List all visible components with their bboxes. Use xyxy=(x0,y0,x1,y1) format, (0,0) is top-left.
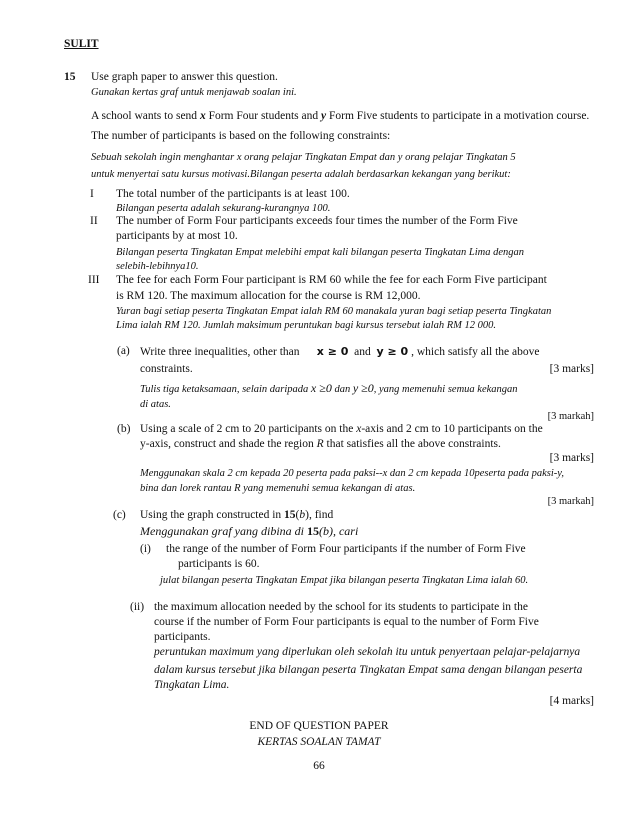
part-c-ii-ms-line3: Tingkatan Lima. xyxy=(154,679,230,691)
end-of-paper-ms: KERTAS SOALAN TAMAT xyxy=(257,736,381,748)
part-a-marks-en: [3 marks] xyxy=(549,363,594,375)
part-c-i-ms: julat bilangan peserta Tingkatan Empat jika bilangan peserta Tingkatan Lima ialah 60. xyxy=(160,575,529,586)
constraint-2-ms-line2: selebih-lebihnya10. xyxy=(116,261,199,272)
question-number: 15 xyxy=(64,71,76,83)
instruction-ms: Gunakan kertas graf untuk menjawab soalan ini. xyxy=(91,87,297,98)
part-c-ms: Menggunakan graf yang dibina di 15(b), cari xyxy=(140,524,359,538)
intro-ms-line1: Sebuah sekolah ingin menghantar x orang pelajar Tingkatan Empat dan y orang pelajar Tingkatan 5 xyxy=(91,152,516,163)
constraint-1-en: The total number of the participants is at least 100. xyxy=(116,188,350,200)
part-c-ii-en-line3: participants. xyxy=(154,631,211,643)
part-c-label: (c) xyxy=(113,509,126,521)
intro-en-line2: The number of participants is based on the following constraints: xyxy=(91,130,391,142)
part-a-marks-ms: [3 markah] xyxy=(547,411,594,422)
part-b-marks-en: [3 marks] xyxy=(549,452,594,464)
part-b-ms-line2: bina dan lorek rantau R yang memenuhi semua kekangan di atas. xyxy=(140,483,416,494)
constraint-3-en-line2: is RM 120. The maximum allocation for the course is RM 12,000. xyxy=(116,290,421,302)
constraint-3-en-line1: The fee for each Form Four participant is RM 60 while the fee for each Form Five participant xyxy=(116,274,547,286)
part-b-en-line1: Using a scale of 2 cm to 20 participants on the x-axis and 2 cm to 10 participants on the xyxy=(140,423,543,435)
constraint-1-ms: Bilangan peserta adalah sekurang-kurangnya 100. xyxy=(116,203,331,214)
page-number: 66 xyxy=(313,760,325,772)
part-b-ms-line1: Menggunakan skala 2 cm kepada 20 peserta pada paksi--x dan 2 cm kepada 10peserta pada paksi-y, xyxy=(140,468,564,479)
constraint-2-numeral: II xyxy=(90,215,98,227)
constraint-2-en-line2: participants by at most 10. xyxy=(116,230,238,242)
constraint-3-ms-line1: Yuran bagi setiap peserta Tingkatan Empat ialah RM 60 manakala yuran bagi setiap peserta Tingkatan xyxy=(116,306,552,317)
instruction-en: Use graph paper to answer this question. xyxy=(91,71,278,83)
constraint-1-numeral: I xyxy=(90,188,94,200)
part-c-i-label: (i) xyxy=(140,543,151,555)
intro-ms-line2: untuk menyertai satu kursus motivasi.Bilangan peserta adalah berdasarkan kekangan yang berikut: xyxy=(91,169,511,180)
constraint-3-ms-line2: Lima ialah RM 120. Jumlah maksimum peruntukan bagi kursus tersebut ialah RM 12 000. xyxy=(116,320,497,331)
part-c-i-en-line1: the range of the number of Form Four participants if the number of Form Five xyxy=(166,543,526,555)
constraint-3-numeral: III xyxy=(88,274,100,286)
part-c-ii-label: (ii) xyxy=(130,601,145,613)
part-a-ms-line2: di atas. xyxy=(140,399,171,410)
constraint-2-ms-line1: Bilangan peserta Tingkatan Empat melebihi empat kali bilangan peserta Tingkatan Lima dengan xyxy=(116,247,525,258)
part-b-en-line2: y-axis, construct and shade the region R that satisfies all the above constraints. xyxy=(140,438,501,450)
part-c-ii-en-line1: the maximum allocation needed by the school for its students to participate in the xyxy=(154,601,528,613)
part-c-i-en-line2: participants is 60. xyxy=(178,558,260,570)
part-a-ms-line1: Tulis tiga ketaksamaan, selain daripada x ≥0 dan y ≥0, yang memenuhi semua kekangan xyxy=(140,381,518,395)
part-b-marks-ms: [3 markah] xyxy=(547,496,594,507)
part-c-marks: [4 marks] xyxy=(549,695,594,707)
part-c-ii-ms-line2: dalam kursus tersebut jika bilangan peserta Tingkatan Empat sama dengan bilangan peserta xyxy=(154,664,583,676)
end-of-paper-en: END OF QUESTION PAPER xyxy=(249,720,389,732)
header-sulit: SULIT xyxy=(64,38,99,50)
part-c-ii-en-line2: course if the number of Form Four participants is equal to the number of Form Five xyxy=(154,616,539,628)
part-c-ii-ms-line1: peruntukan maximum yang diperlukan oleh sekolah itu untuk penyertaan pelajar-pelajarnya xyxy=(154,646,581,658)
part-b-label: (b) xyxy=(117,423,131,435)
part-c-en: Using the graph constructed in 15(b), find xyxy=(140,509,334,521)
part-a-en-line2: constraints. xyxy=(140,363,193,375)
intro-en-line1: A school wants to send x Form Four students and y Form Five students to participate in a motivation course. xyxy=(91,110,590,122)
part-a-label: (a) xyxy=(117,345,130,357)
part-a-en-line1: Write three inequalities, other than x ≥ 0 and y ≥ 0 , which satisfy all the above xyxy=(140,345,540,358)
constraint-2-en-line1: The number of Form Four participants exceeds four times the number of the Form Five xyxy=(116,215,518,227)
